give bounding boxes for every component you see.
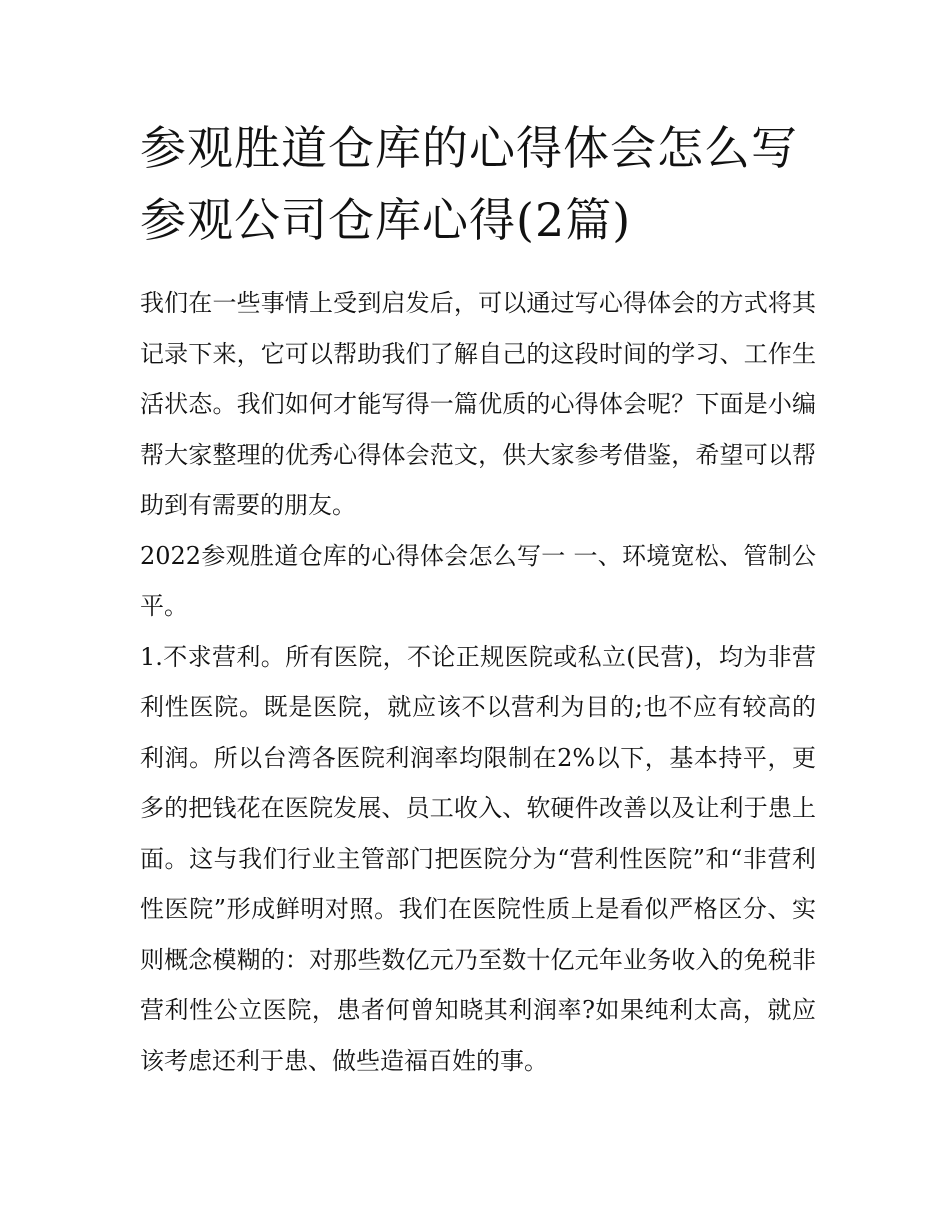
document-title: 参观胜道仓库的心得体会怎么写 参观公司仓库心得(2篇) <box>140 121 798 247</box>
body-paragraph: 1.不求营利。所有医院，不论正规医院或私立(民营)，均为非营利性医院。既是医院，就应该不以营利为目的;也不应有较高的利润。所以台湾各医院利润率均限制在2%以下，基本持平，更多的把钱花在医院发展、员工收入、软硬件改善以及让利于患上面。这与我们行业主管部门把医院分为“营利性医院”和“非营利性医院”形成鲜明对照。我们在医院性质上是看似严格区分、实则概念模糊的：对那些数亿元乃至数十亿元年业务收入的免税非营利性公立医院，患者何曾知晓其利润率?如果纯利太高，就应该考虑还利于患、做些造福百姓的事。 <box>140 642 816 1075</box>
section-heading-paragraph: 2022参观胜道仓库的心得体会怎么写一 一、环境宽松、管制公平。 <box>140 541 816 620</box>
document-page <box>140 112 816 1086</box>
intro-paragraph: 我们在一些事情上受到启发后，可以通过写心得体会的方式将其记录下来，它可以帮助我们了解自己的这段时间的学习、工作生活状态。我们如何才能写得一篇优质的心得体会呢？下面是小编帮大家整理的优秀心得体会范文，供大家参考借鉴，希望可以帮助到有需要的朋友。 <box>140 289 816 519</box>
